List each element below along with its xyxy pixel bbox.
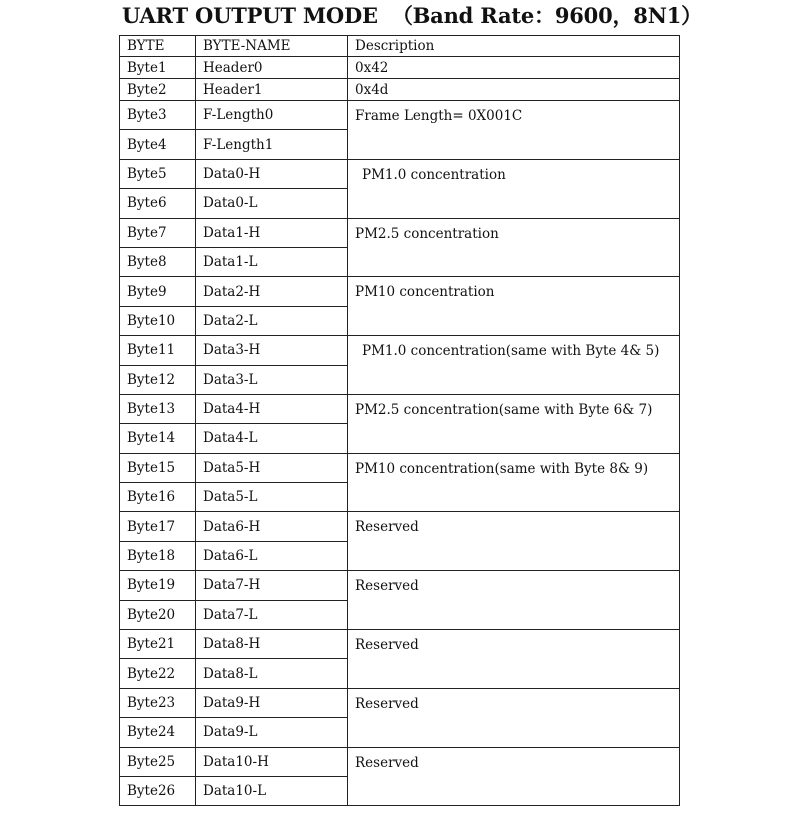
cell-byte: Byte16 <box>120 483 196 512</box>
title-band-rate: （Band Rate：9600，8N1） <box>391 3 702 28</box>
cell-byte-name: Data2-L <box>196 306 348 335</box>
cell-byte: Byte5 <box>120 159 196 188</box>
cell-description: PM10 concentration(same with Byte 8& 9) <box>348 453 680 512</box>
cell-byte-name: Data6-L <box>196 541 348 570</box>
cell-byte-name: Data10-H <box>196 747 348 776</box>
table-header-row <box>120 36 680 57</box>
cell-byte: Byte12 <box>120 365 196 394</box>
cell-byte: Byte25 <box>120 747 196 776</box>
page-title <box>122 0 702 32</box>
cell-description: 0x42 <box>348 57 680 79</box>
table-row <box>120 218 680 247</box>
table-row <box>120 159 680 188</box>
cell-description: Reserved <box>348 747 680 806</box>
table-body <box>120 36 680 806</box>
cell-byte-name: Data0-L <box>196 189 348 218</box>
cell-description: Frame Length= 0X001C <box>348 101 680 160</box>
cell-byte-name: Data3-H <box>196 336 348 365</box>
cell-byte-name: Data1-L <box>196 247 348 276</box>
cell-byte: Byte1 <box>120 57 196 79</box>
cell-byte-name: Data3-L <box>196 365 348 394</box>
cell-byte: Byte19 <box>120 571 196 600</box>
cell-byte: Byte20 <box>120 600 196 629</box>
cell-description: PM1.0 concentration <box>348 159 680 218</box>
cell-byte-name: Data8-H <box>196 630 348 659</box>
cell-byte-name: Data7-H <box>196 571 348 600</box>
cell-description: Reserved <box>348 688 680 747</box>
table-row <box>120 394 680 423</box>
cell-byte-name: Data5-L <box>196 483 348 512</box>
table-row <box>120 79 680 101</box>
cell-byte: Byte24 <box>120 718 196 747</box>
cell-byte: Byte7 <box>120 218 196 247</box>
cell-byte-name: Data1-H <box>196 218 348 247</box>
cell-byte: Byte17 <box>120 512 196 541</box>
cell-byte: Byte10 <box>120 306 196 335</box>
cell-byte-name: Data7-L <box>196 600 348 629</box>
table-row <box>120 57 680 79</box>
cell-byte: Byte4 <box>120 130 196 159</box>
cell-byte: Byte8 <box>120 247 196 276</box>
table-row <box>120 688 680 717</box>
cell-byte-name: Data2-H <box>196 277 348 306</box>
cell-description: PM2.5 concentration(same with Byte 6& 7) <box>348 394 680 453</box>
cell-description: 0x4d <box>348 79 680 101</box>
header-byte: BYTE <box>120 36 196 57</box>
cell-byte: Byte22 <box>120 659 196 688</box>
cell-description: PM10 concentration <box>348 277 680 336</box>
header-byte-name: BYTE-NAME <box>196 36 348 57</box>
cell-byte-name: Header0 <box>196 57 348 79</box>
cell-byte-name: F-Length0 <box>196 101 348 130</box>
cell-byte: Byte9 <box>120 277 196 306</box>
cell-byte-name: Data8-L <box>196 659 348 688</box>
cell-byte: Byte3 <box>120 101 196 130</box>
cell-byte-name: Data10-L <box>196 776 348 805</box>
cell-byte: Byte18 <box>120 541 196 570</box>
cell-description: PM2.5 concentration <box>348 218 680 277</box>
cell-byte-name: Data9-H <box>196 688 348 717</box>
cell-byte: Byte15 <box>120 453 196 482</box>
cell-byte: Byte11 <box>120 336 196 365</box>
cell-byte: Byte2 <box>120 79 196 101</box>
cell-description: Reserved <box>348 512 680 571</box>
cell-byte: Byte26 <box>120 776 196 805</box>
cell-byte-name: Data4-H <box>196 394 348 423</box>
cell-byte-name: Data9-L <box>196 718 348 747</box>
table-row <box>120 336 680 365</box>
table-row <box>120 571 680 600</box>
table-row <box>120 512 680 541</box>
cell-description: Reserved <box>348 571 680 630</box>
cell-byte-name: Data0-H <box>196 159 348 188</box>
cell-byte-name: Data5-H <box>196 453 348 482</box>
cell-byte: Byte21 <box>120 630 196 659</box>
uart-output-table <box>119 35 680 806</box>
cell-byte-name: F-Length1 <box>196 130 348 159</box>
cell-byte: Byte6 <box>120 189 196 218</box>
cell-description: PM1.0 concentration(same with Byte 4& 5) <box>348 336 680 395</box>
cell-byte-name: Header1 <box>196 79 348 101</box>
table-row <box>120 453 680 482</box>
table-row <box>120 747 680 776</box>
table-row <box>120 277 680 306</box>
table-row <box>120 630 680 659</box>
cell-description: Reserved <box>348 630 680 689</box>
cell-byte: Byte23 <box>120 688 196 717</box>
cell-byte: Byte14 <box>120 424 196 453</box>
table-row <box>120 101 680 130</box>
header-description: Description <box>348 36 680 57</box>
cell-byte-name: Data6-H <box>196 512 348 541</box>
cell-byte: Byte13 <box>120 394 196 423</box>
cell-byte-name: Data4-L <box>196 424 348 453</box>
title-main: UART OUTPUT MODE <box>122 3 378 28</box>
